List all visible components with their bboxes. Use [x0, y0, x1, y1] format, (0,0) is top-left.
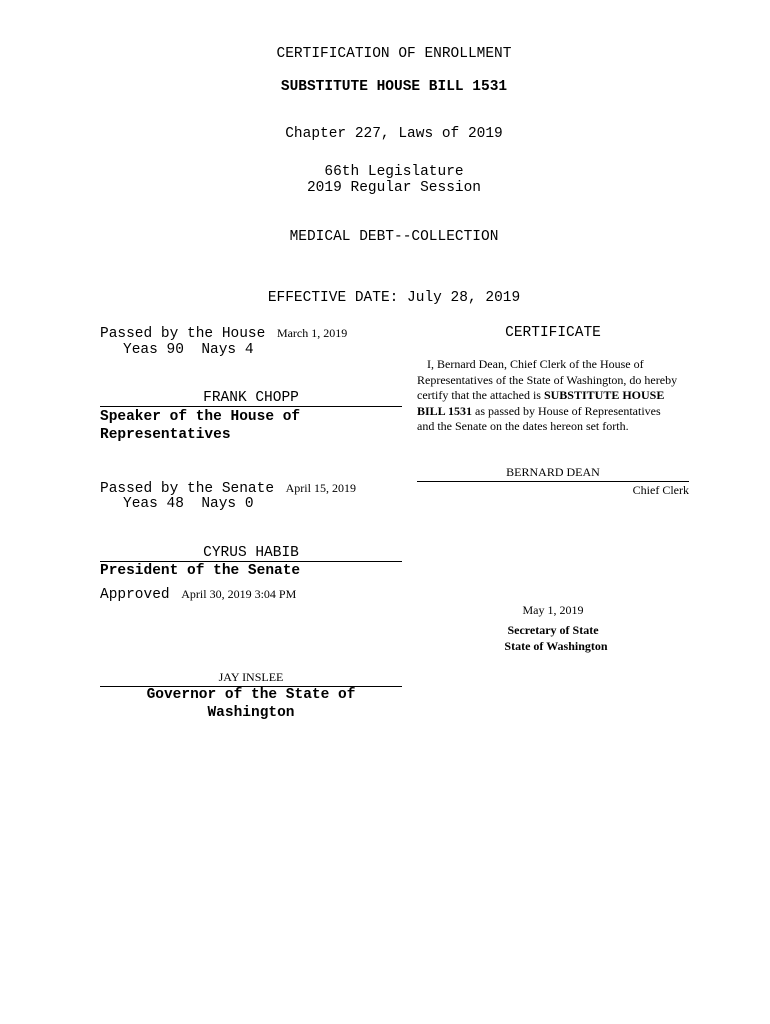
house-signer: FRANK CHOPP — [203, 390, 299, 406]
house-signature-rule — [100, 406, 402, 407]
house-passed-date: March 1, 2019 — [276, 326, 348, 340]
certificate-text-after: as passed by House of Representatives and the Senate on the dates hereon set forth. — [417, 403, 661, 433]
filing-title-line1: Secretary of State — [507, 623, 599, 637]
session-line: 2019 Regular Session — [306, 180, 482, 196]
legislature-line: 66th Legislature — [324, 164, 464, 180]
governor-title-line1: Governor of the State of — [146, 687, 356, 703]
senate-title: President of the Senate — [100, 563, 301, 579]
senate-votes: Yeas 48 Nays 0 — [123, 496, 254, 512]
governor-approved-label: Approved — [100, 587, 170, 603]
house-passed-line — [100, 324, 347, 343]
house-votes: Yeas 90 Nays 4 — [123, 342, 254, 358]
governor-title-line2: Washington — [207, 705, 295, 721]
certificate-text — [417, 357, 679, 435]
certificate-text-before: I, Bernard Dean, Chief Clerk of the House of Representatives of the State of Washington, do hereby certify that the attached is — [417, 357, 678, 402]
chapter-line: Chapter 227, Laws of 2019 — [285, 126, 503, 142]
certification-title: CERTIFICATION OF ENROLLMENT — [276, 46, 512, 62]
governor-signer: JAY INSLEE — [218, 670, 284, 684]
filing-title-line2: State of Washington — [504, 639, 608, 653]
governor-approved-line — [100, 585, 296, 604]
clerk-signature-rule — [417, 481, 689, 482]
governor-approved-date: April 30, 2019 3:04 PM — [181, 587, 297, 601]
certificate-text-bold: SUBSTITUTE HOUSE BILL 1531 — [417, 388, 665, 418]
senate-signature-rule — [100, 561, 402, 562]
house-passed-label: Passed by the House — [100, 326, 266, 342]
senate-passed-label: Passed by the Senate — [100, 481, 275, 497]
effective-date: EFFECTIVE DATE: July 28, 2019 — [267, 290, 521, 306]
bill-title: SUBSTITUTE HOUSE BILL 1531 — [280, 79, 508, 95]
subject-line: MEDICAL DEBT--COLLECTION — [289, 229, 499, 245]
house-title-line1: Speaker of the House of — [100, 409, 301, 425]
clerk-title: Chief Clerk — [632, 483, 689, 497]
senate-passed-date: April 15, 2019 — [285, 481, 356, 495]
filing-date: May 1, 2019 — [522, 603, 584, 617]
house-title-line2: Representatives — [100, 427, 231, 443]
certificate-heading: CERTIFICATE — [505, 325, 601, 341]
senate-signer: CYRUS HABIB — [203, 545, 299, 561]
clerk-signer: BERNARD DEAN — [506, 465, 600, 479]
